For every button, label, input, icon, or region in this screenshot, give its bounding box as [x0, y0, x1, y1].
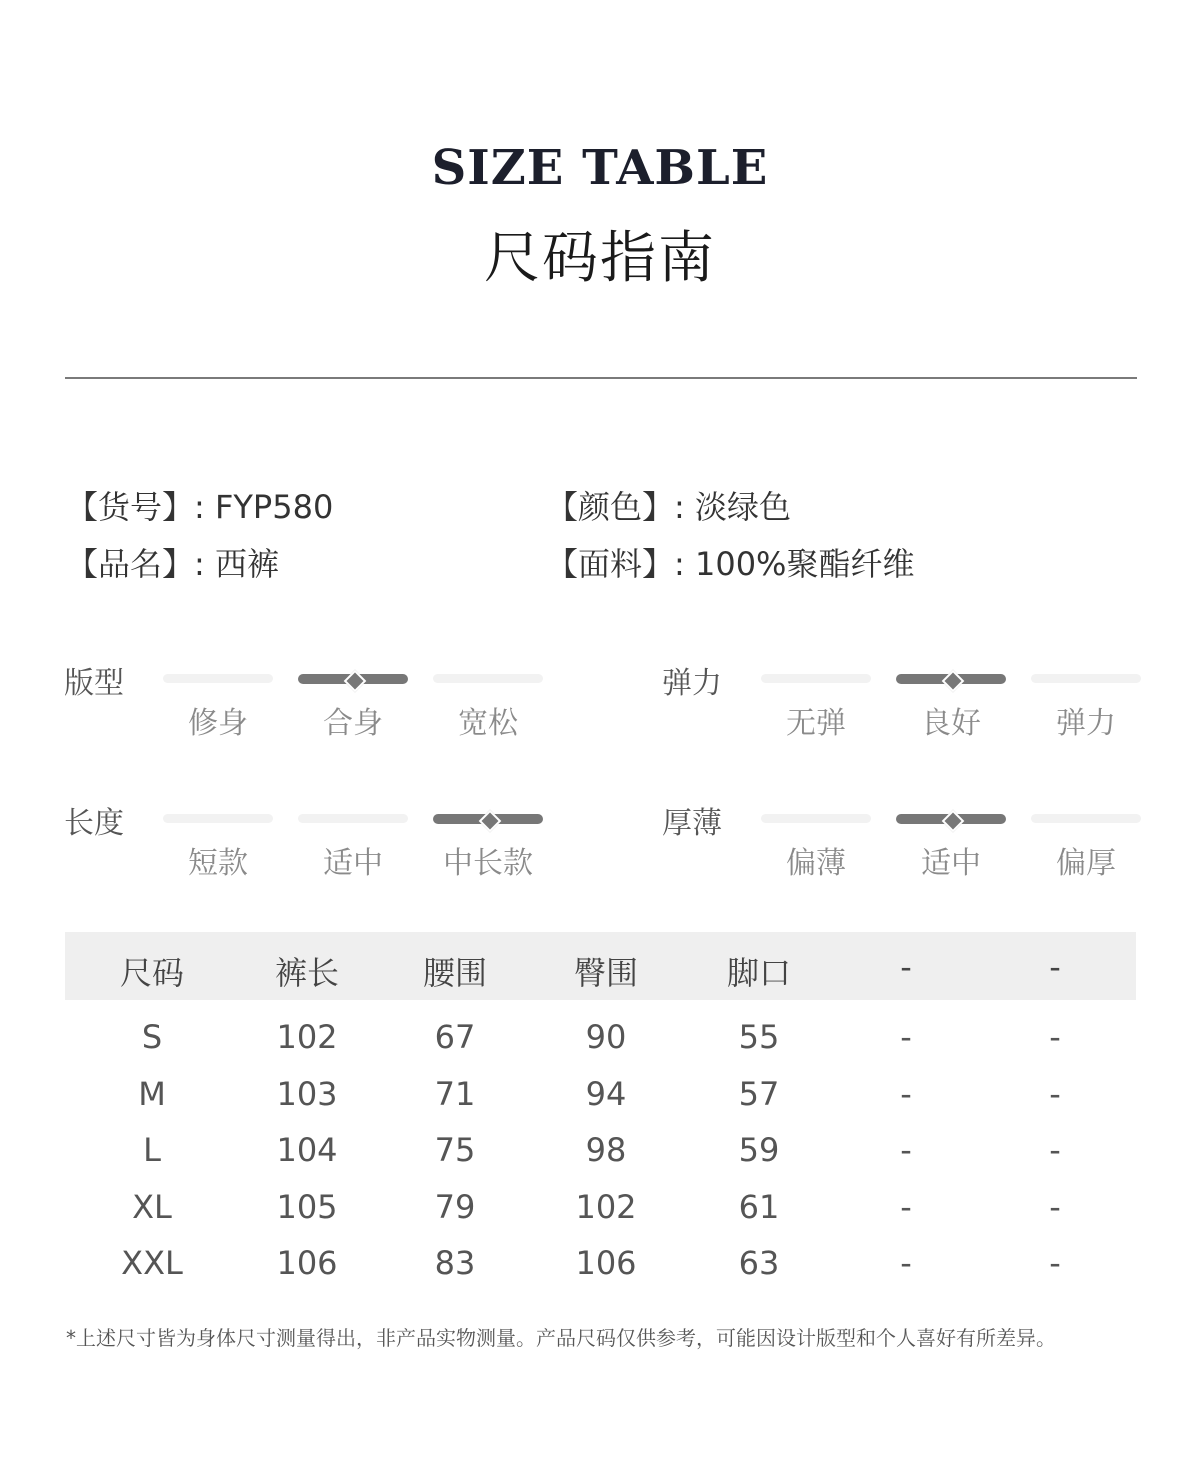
table-cell: -: [900, 1074, 912, 1113]
table-cell: 94: [585, 1074, 627, 1113]
table-cell: 90: [585, 1018, 627, 1056]
scale-track: [163, 814, 273, 823]
scale-option-label: 中长款: [443, 846, 533, 881]
info-value: 西裤: [214, 545, 279, 583]
table-cell: 61: [738, 1187, 780, 1226]
table-cell: -: [1049, 1244, 1061, 1282]
table-cell: 67: [434, 1018, 476, 1056]
table-cell: -: [900, 1131, 912, 1169]
scale-marker-icon: [344, 670, 367, 693]
info-value: 100%聚酯纤维: [694, 545, 915, 583]
attribute-label: 弹力: [662, 666, 722, 701]
scale-option-label: 短款: [188, 846, 248, 881]
scale-option-label: 宽松: [458, 706, 518, 741]
scale-option-label: 良好: [921, 706, 981, 741]
table-header-cell: 脚口: [726, 954, 791, 992]
title-en: SIZE TABLE: [431, 140, 769, 196]
attribute-label: 长度: [64, 806, 124, 841]
scale-track: [298, 814, 408, 823]
scale-track-selected: [298, 674, 408, 684]
scale-track: [761, 674, 871, 683]
scale-track-selected: [433, 814, 543, 824]
table-header-cell: -: [1049, 948, 1061, 986]
table-header-cell: 腰围: [422, 954, 487, 992]
scale-option-label: 适中: [323, 846, 383, 881]
info-label: 【面料】: [546, 545, 675, 583]
info-item-name: [66, 539, 279, 585]
table-cell: -: [1049, 1018, 1061, 1056]
table-cell: 106: [575, 1244, 637, 1282]
info-item-fabric: [546, 539, 914, 585]
info-label: 【品名】: [66, 545, 195, 583]
table-cell: 71: [434, 1074, 476, 1113]
table-cell: 63: [738, 1244, 780, 1282]
scale-track-selected: [896, 674, 1006, 684]
table-cell: -: [900, 1018, 912, 1056]
table-cell: 79: [434, 1187, 476, 1226]
info-value: FYP580: [214, 488, 334, 526]
scale-track: [1031, 674, 1141, 683]
scale-track: [1031, 814, 1141, 823]
info-value: 淡绿色: [694, 488, 791, 526]
info-item-color: [546, 482, 791, 528]
attribute-label: 厚薄: [662, 806, 722, 841]
title-cn: 尺码指南: [484, 226, 716, 291]
table-cell: -: [1049, 1131, 1061, 1169]
table-cell: 57: [738, 1074, 780, 1113]
table-cell: 55: [738, 1018, 780, 1056]
scale-track: [433, 674, 543, 683]
scale-option-label: 偏薄: [786, 846, 846, 881]
table-header-cell: 尺码: [119, 954, 184, 992]
info-sep: :: [674, 545, 695, 583]
table-cell: 75: [434, 1131, 476, 1169]
scale-option-label: 偏厚: [1056, 846, 1116, 881]
divider: [65, 377, 1137, 379]
scale-option-label: 无弹: [786, 706, 846, 741]
table-cell: 102: [276, 1018, 338, 1056]
table-cell: 105: [276, 1187, 338, 1226]
table-cell: 106: [276, 1244, 338, 1282]
scale-track: [761, 814, 871, 823]
attribute-label: 版型: [64, 666, 124, 701]
table-cell: XXL: [121, 1244, 183, 1282]
scale-option-label: 适中: [921, 846, 981, 881]
info-sep: :: [194, 545, 215, 583]
table-cell: 103: [276, 1074, 338, 1113]
table-cell: -: [900, 1187, 912, 1226]
scale-option-label: 合身: [323, 706, 383, 741]
footnote: *上述尺寸皆为身体尺寸测量得出，非产品实物测量。产品尺码仅供参考，可能因设计版型和个人喜好有所差异。: [66, 1326, 1056, 1350]
table-cell: S: [141, 1018, 163, 1056]
scale-track: [163, 674, 273, 683]
table-cell: -: [900, 1244, 912, 1282]
info-label: 【货号】: [66, 488, 195, 526]
table-cell: 98: [585, 1131, 627, 1169]
scale-option-label: 弹力: [1056, 706, 1116, 741]
table-cell: XL: [132, 1187, 172, 1226]
info-item-code: [66, 482, 333, 528]
table-cell: M: [138, 1074, 166, 1113]
table-header-cell: 臀围: [573, 954, 638, 992]
scale-option-label: 修身: [188, 706, 248, 741]
info-sep: :: [194, 488, 215, 526]
table-cell: 59: [738, 1131, 780, 1169]
table-cell: L: [143, 1131, 161, 1169]
info-sep: :: [674, 488, 695, 526]
scale-marker-icon: [942, 810, 965, 833]
table-cell: -: [1049, 1187, 1061, 1226]
scale-track-selected: [896, 814, 1006, 824]
scale-marker-icon: [942, 670, 965, 693]
scale-marker-icon: [479, 810, 502, 833]
table-header-cell: 裤长: [274, 954, 339, 992]
table-cell: -: [1049, 1074, 1061, 1113]
table-header-cell: -: [900, 948, 912, 986]
info-label: 【颜色】: [546, 488, 675, 526]
table-cell: 102: [575, 1187, 637, 1226]
table-cell: 104: [276, 1131, 338, 1169]
table-cell: 83: [434, 1244, 476, 1282]
